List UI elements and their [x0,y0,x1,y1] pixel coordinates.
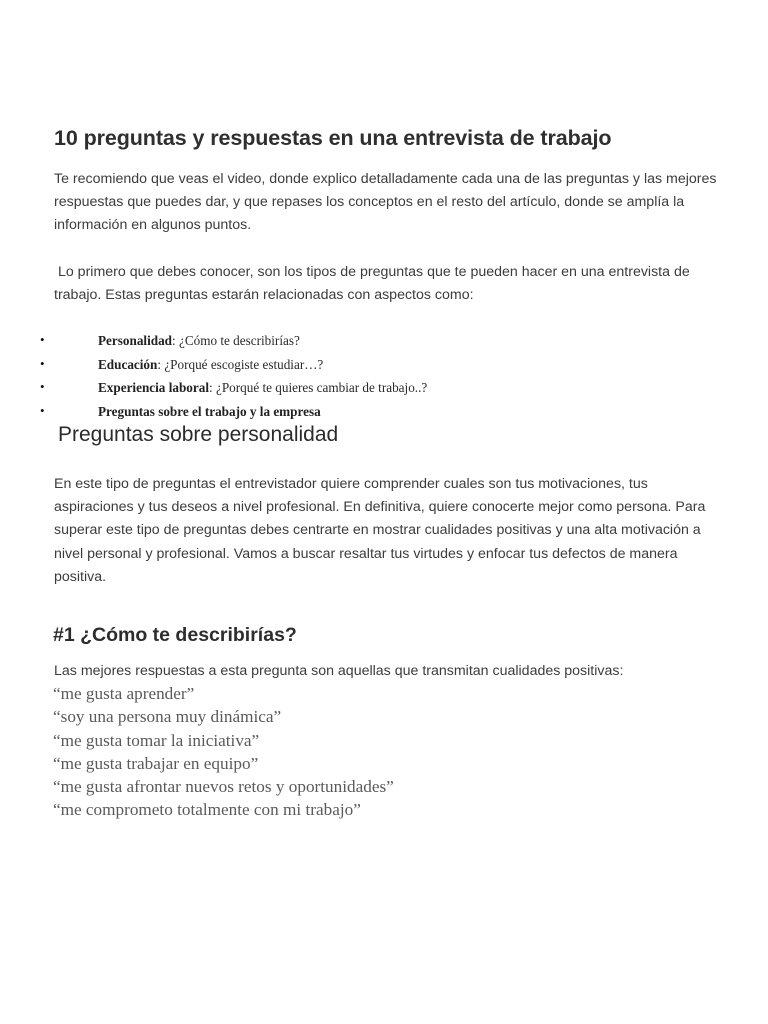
list-item: “me gusta tomar la iniciativa” [53,730,260,750]
article-title: 10 preguntas y respuestas en una entrevista de trabajo [54,126,612,150]
answer-intro: Las mejores respuestas a esta pregunta son aquellas que transmitan cualidades positivas: [54,663,624,679]
list-item: “me comprometo totalmente con mi trabajo” [53,800,361,820]
list-item: “me gusta trabajar en equipo” [53,753,259,773]
question-types-paragraph: Lo primero que debes conocer, son los tipos de preguntas que te pueden hacer en una entrevista de trabajo. Estas preguntas estarán relacionadas con aspectos como: [54,264,694,304]
list-item: “soy una persona muy dinámica” [53,707,282,727]
aspect-text: : ¿Porqué te quieres cambiar de trabajo..? [209,380,428,396]
aspect-text: : ¿Cómo te describirías? [172,333,300,348]
bullet: • [40,402,45,418]
personality-paragraph: En este tipo de preguntas el entrevistador quiere comprender cuales son tus motivaciones, tus aspiraciones y tus deseos a nivel profesional. En definitiva, quiere conocerte mejor como persona. Para superar este tipo de preguntas debes centrarte en mostrar cualidades positivas y una alta motivación a nivel personal y profesional. Vamos a buscar resaltar tus virtudes y enfocar tus defectos de manera positiva. [54,476,706,585]
bullet: • [40,332,45,347]
bullet: • [40,379,45,395]
aspect-label: Preguntas sobre el trabajo y la empresa [98,403,321,419]
answers-list [53,684,394,824]
intro-paragraph: Te recomiendo que veas el video, donde explico detalladamente cada una de las preguntas y las mejores respuestas que puedes dar, y que repases los conceptos en el resto del artículo, donde se amplía la información en algunos puntos. [54,171,717,234]
section-heading: Preguntas sobre personalidad [58,423,339,446]
aspect-label: Experiencia laboral [98,380,209,396]
aspect-text: : ¿Porqué escogiste estudiar…? [157,356,324,372]
list-item: “me gusta afrontar nuevos retos y oportunidades” [53,777,394,797]
aspect-label: Personalidad [98,333,173,348]
bullet: • [40,355,45,371]
question-heading: #1 ¿Cómo te describirías? [53,624,297,646]
list-item: “me gusta aprender” [53,684,195,703]
aspect-label: Educación [98,356,158,372]
